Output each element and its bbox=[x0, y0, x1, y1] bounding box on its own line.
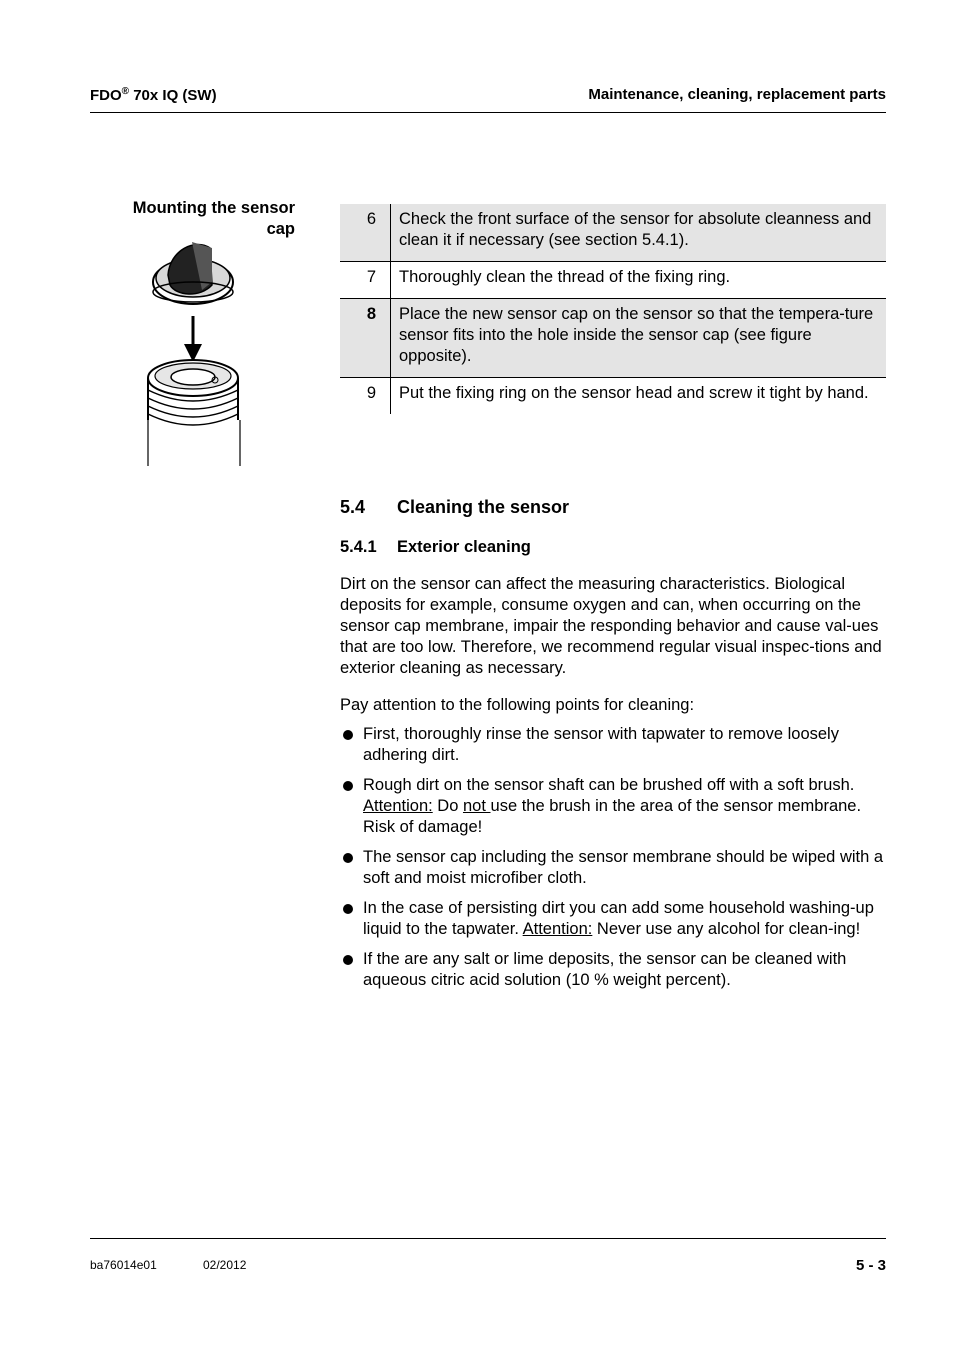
step-number: 9 bbox=[340, 378, 391, 415]
subsection-heading: 5.4.1 Exterior cleaning bbox=[340, 538, 531, 556]
footer-doc-id: ba76014e01 bbox=[90, 1258, 157, 1272]
table-row bbox=[340, 262, 886, 299]
step-text: Check the front surface of the sensor for absolute cleanness and clean it if necessary (see section 5.4.1). bbox=[391, 204, 887, 262]
list-item: In the case of persisting dirt you can add some household washing-up liquid to the tapwater. Attention: Never use any alcohol for clean-ing! bbox=[340, 898, 888, 940]
step-number: 8 bbox=[340, 299, 391, 378]
intro-paragraph: Dirt on the sensor can affect the measuring characteristics. Biological deposits for example, consume oxygen and can, when occurring on the sensor cap membrane, impair the responding behavior and cause val-ues that are too low. Therefore, we recommend regular visual inspec-tions and exterior cleaning as necessary. bbox=[340, 575, 882, 677]
table-row bbox=[340, 378, 886, 415]
list-item: The sensor cap including the sensor membrane should be wiped with a soft and moist microfiber cloth. bbox=[340, 847, 888, 889]
table-row bbox=[340, 299, 886, 378]
page-number: 5 - 3 bbox=[855, 1257, 886, 1274]
bullet-icon bbox=[343, 781, 353, 791]
list-item: If the are any salt or lime deposits, the sensor can be cleaned with aqueous citric acid solution (10 % weight percent). bbox=[340, 949, 888, 991]
step-text: Place the new sensor cap on the sensor so that the tempera-ture sensor fits into the hole inside the sensor cap (see figure opposite). bbox=[391, 299, 887, 378]
bullet-icon bbox=[343, 955, 353, 965]
section-heading: 5.4 Cleaning the sensor bbox=[340, 497, 570, 517]
list-item: First, thoroughly rinse the sensor with tapwater to remove loosely adhering dirt. bbox=[340, 724, 888, 766]
bullet-icon bbox=[343, 904, 353, 914]
margin-label: Mounting the sensor cap bbox=[132, 199, 295, 238]
step-number: 6 bbox=[340, 204, 391, 262]
footer-date: 02/2012 bbox=[203, 1258, 247, 1272]
footer-rule bbox=[90, 1238, 886, 1239]
cleaning-points-list bbox=[340, 724, 888, 1000]
table-row bbox=[340, 204, 886, 262]
bullet-icon bbox=[343, 853, 353, 863]
step-number: 7 bbox=[340, 262, 391, 299]
points-intro: Pay attention to the following points for cleaning: bbox=[340, 696, 695, 714]
bullet-icon bbox=[343, 730, 353, 740]
list-item: Rough dirt on the sensor shaft can be brushed off with a soft brush. Attention: Do not use the brush in the area of the sensor membrane. Risk of damage! bbox=[340, 775, 888, 838]
header-chapter-title: Maintenance, cleaning, replacement parts bbox=[588, 86, 886, 103]
mounting-steps-table bbox=[340, 204, 886, 414]
step-text: Put the fixing ring on the sensor head and screw it tight by hand. bbox=[391, 378, 887, 415]
step-text: Thoroughly clean the thread of the fixing ring. bbox=[391, 262, 887, 299]
header-product-name: FDO® 70x IQ (SW) bbox=[90, 86, 217, 104]
header-rule bbox=[90, 112, 886, 113]
sensor-cap-illustration bbox=[140, 240, 255, 470]
